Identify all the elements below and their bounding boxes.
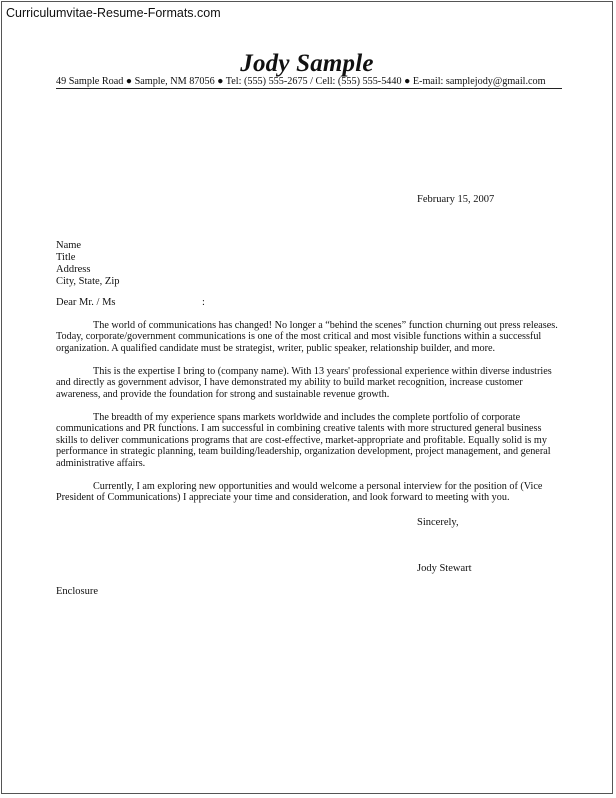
salutation-text: Dear Mr. / Ms xyxy=(56,297,116,308)
body-paragraph-4: Currently, I am exploring new opportunities and would welcome a personal interview for the position of (Vice President of Communications) I appreciate your time and consideration, and look forward to meeting with you. xyxy=(56,481,543,504)
salutation xyxy=(56,297,205,308)
sender-contact-line: 49 Sample Road ● Sample, NM 87056 ● Tel: (555) 555-2675 / Cell: (555) 555-5440 ● E-mail: samplejody@gmail.com xyxy=(56,76,562,89)
closing: Sincerely, xyxy=(417,517,459,528)
recipient-title: Title xyxy=(56,252,76,263)
body-paragraph-2: This is the expertise I bring to (company name). With 13 years' professional experience within diverse industries and directly as government advisor, I have demonstrated my ability to build market recognition, increase customer awareness, and provide the foundation for strong and sustainable revenue growth. xyxy=(56,366,552,400)
body-paragraph-3: The breadth of my experience spans markets worldwide and includes the complete portfolio of corporate communications and PR functions. I am successful in combining creative talents with more structured general business skills to deliver communications programs that are cost-effective, market-appropriate and profitable. Equally solid is my performance in strategic planning, team building/leadership, organization development, project management, and general administrative affairs. xyxy=(56,412,551,469)
recipient-city-state-zip: City, State, Zip xyxy=(56,276,120,287)
enclosure-note: Enclosure xyxy=(56,586,98,597)
letter-date: February 15, 2007 xyxy=(417,194,495,205)
body-paragraph-1: The world of communications has changed! No longer a “behind the scenes” function churning out press releases. Today, corporate/government communications is one of the most critical and most visible functions within a successful organization. A qualified candidate must be strategist, writer, public speaker, relationship builder, and more. xyxy=(56,320,558,354)
signer-name: Jody Stewart xyxy=(417,563,472,574)
sender-name: Jody Sample xyxy=(240,50,374,77)
recipient-name: Name xyxy=(56,240,82,251)
recipient-address xyxy=(56,240,119,288)
letter-page xyxy=(1,1,613,794)
watermark-text: Curriculumvitae-Resume-Formats.com xyxy=(6,6,221,20)
salutation-colon: : xyxy=(202,297,205,308)
recipient-street: Address xyxy=(56,264,91,275)
